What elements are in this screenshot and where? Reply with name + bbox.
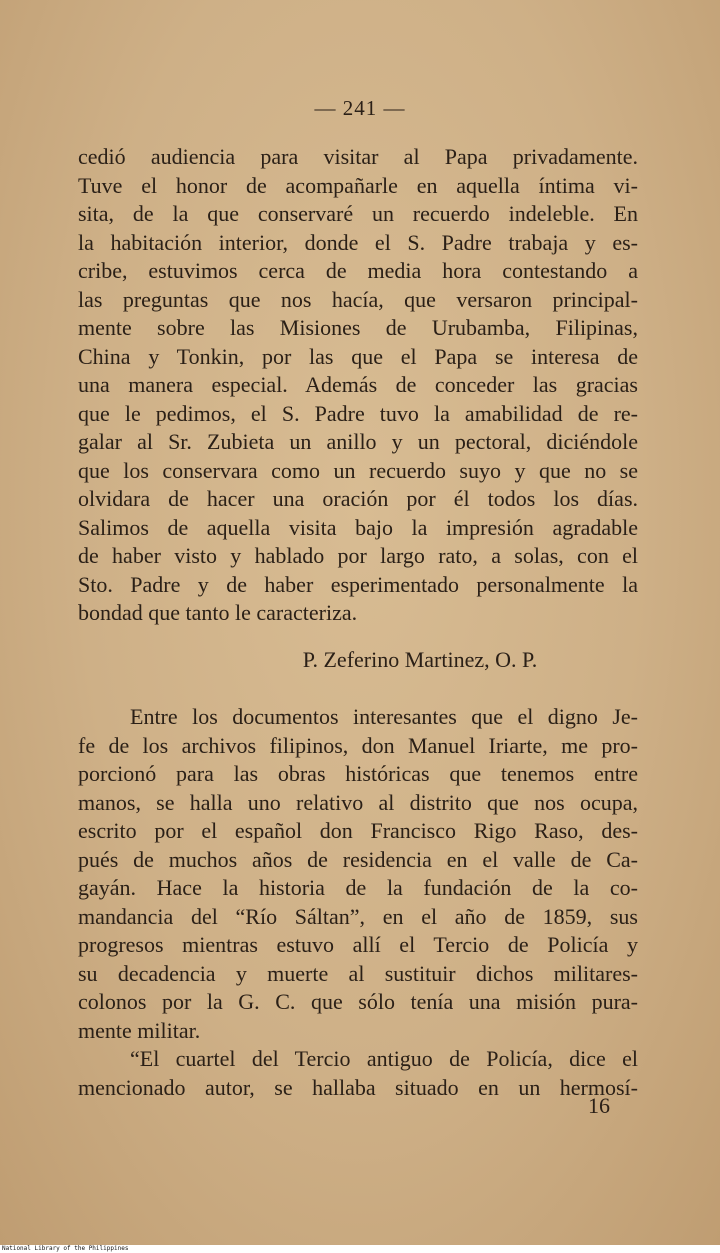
text-line: sita, de la que conservaré un recuerdo indeleble. En [78, 201, 638, 226]
text-line: cedió audiencia para visitar al Papa privadamente. [78, 144, 638, 169]
text-line: que le pedimos, el S. Padre tuvo la amabilidad de re- [78, 401, 638, 426]
text-line: de haber visto y hablado por largo rato, a solas, con el [78, 543, 638, 568]
text-line: mandancia del “Río Sáltan”, en el año de 1859, sus [78, 904, 638, 929]
text-line: fe de los archivos filipinos, don Manuel Iriarte, me pro- [78, 733, 638, 758]
text-line: mente militar. [78, 1018, 201, 1043]
text-line: mente sobre las Misiones de Urubamba, Filipinas, [78, 315, 638, 340]
text-line: una manera especial. Además de conceder las gracias [78, 372, 638, 397]
text-line: Salimos de aquella visita bajo la impresión agradable [78, 515, 638, 540]
text-line: mencionado autor, se hallaba situado en un hermosí- [78, 1075, 638, 1100]
text-line: las preguntas que nos hacía, que versaron principal- [78, 287, 638, 312]
text-line: Tuve el honor de acompañarle en aquella íntima vi- [78, 173, 638, 198]
text-line: olvidara de hacer una oración por él todos los días. [78, 486, 638, 511]
signature-mark: 16 [588, 1093, 610, 1118]
text-line: gayán. Hace la historia de la fundación de la co- [78, 875, 638, 900]
text-line: “El cuartel del Tercio antiguo de Policía, dice el [130, 1046, 638, 1071]
text-line: Entre los documentos interesantes que el digno Je- [130, 704, 638, 729]
text-line: galar al Sr. Zubieta un anillo y un pectoral, diciéndole [78, 429, 638, 454]
text-line: cribe, estuvimos cerca de media hora contestando a [78, 258, 638, 283]
page-number: — 241 — [314, 96, 406, 120]
text-line: pués de muchos años de residencia en el valle de Ca- [78, 847, 638, 872]
text-line: que los conservara como un recuerdo suyo y que no se [78, 458, 638, 483]
text-line: escrito por el español don Francisco Rigo Raso, des- [78, 818, 638, 843]
library-footer: National Library of the Philippines [0, 1245, 720, 1253]
text-line: porcionó para las obras históricas que tenemos entre [78, 761, 638, 786]
author-signature: P. Zeferino Martinez, O. P. [302, 647, 538, 672]
text-line: bondad que tanto le caracteriza. [78, 600, 358, 625]
text-line: Sto. Padre y de haber esperimentado personalmente la [78, 572, 638, 597]
text-line: colonos por la G. C. que sólo tenía una misión pura- [78, 989, 638, 1014]
text-line: su decadencia y muerte al sustituir dichos militares- [78, 961, 638, 986]
text-line: la habitación interior, donde el S. Padre trabaja y es- [78, 230, 638, 255]
text-line: manos, se halla uno relativo al distrito que nos ocupa, [78, 790, 638, 815]
text-line: progresos mientras estuvo allí el Tercio de Policía y [78, 932, 638, 957]
text-line: China y Tonkin, por las que el Papa se interesa de [78, 344, 638, 369]
